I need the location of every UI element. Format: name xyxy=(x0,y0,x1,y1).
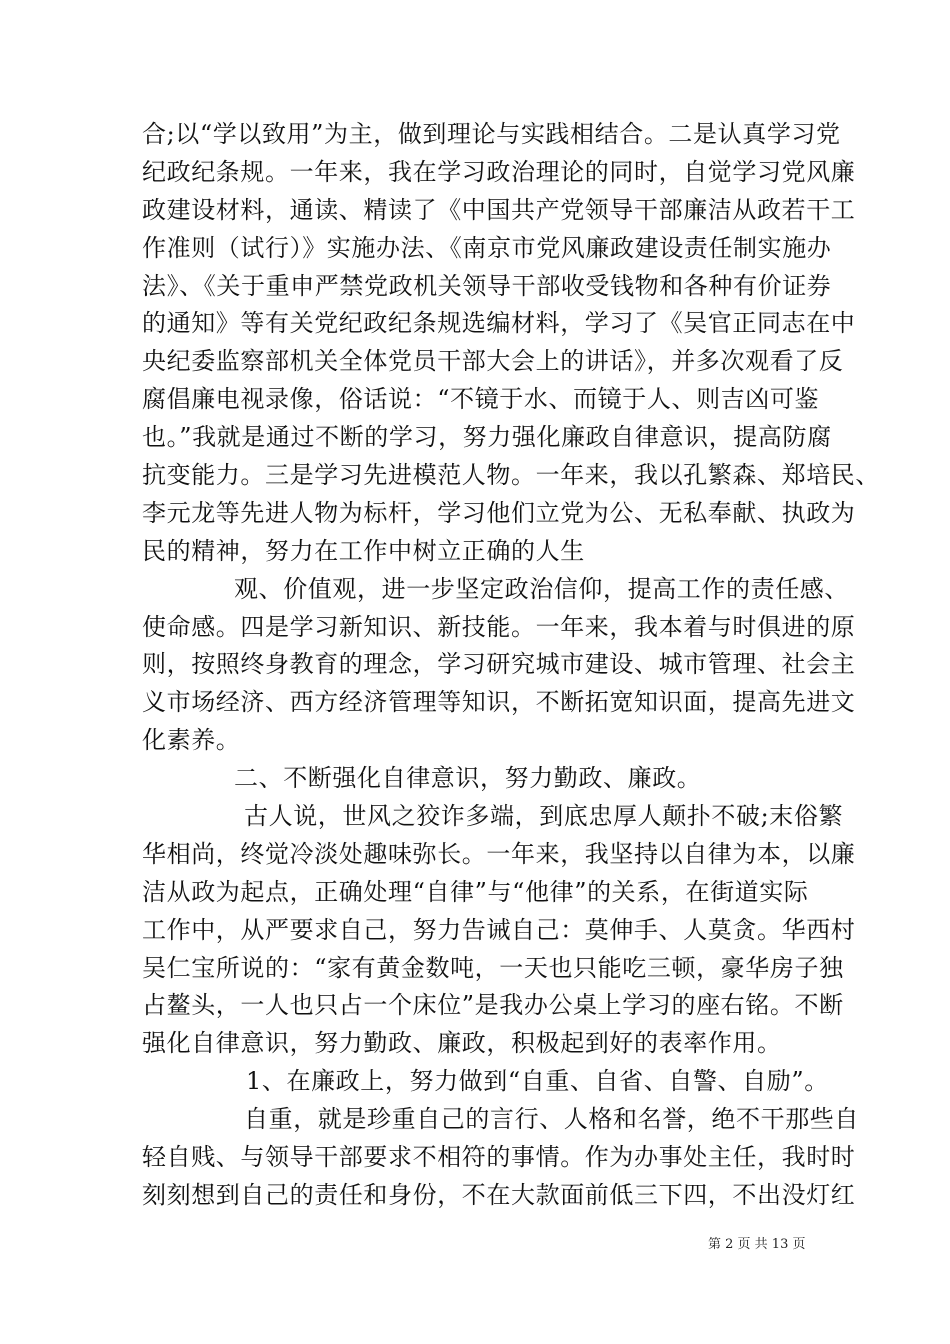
text-line: 抗变能力。三是学习先进模范人物。一年来，我以孔繁森、郑培民、 xyxy=(142,461,880,490)
text-line: 作准则（试行）》实施办法、《南京市党风廉政建设责任制实施办 xyxy=(142,233,832,262)
text-line: 轻自贱、与领导干部要求不相符的事情。作为办事处主任，我时时 xyxy=(142,1143,856,1172)
text-line: 也。”我就是通过不断的学习，努力强化廉政自律意识，提高防腐 xyxy=(142,423,832,452)
subsection-heading: 1、在廉政上，努力做到“自重、自省、自警、自励”。 xyxy=(246,1067,829,1096)
text-line: 合;以“学以致用”为主，做到理论与实践相结合。二是认真学习党 xyxy=(142,120,841,148)
section-heading: 二、不断强化自律意识，努力勤政、廉政。 xyxy=(234,764,702,793)
text-line: 工作中，从严要求自己，努力告诫自己：莫伸手、人莫贪。华西村 xyxy=(142,915,856,944)
text-line: 义市场经济、西方经济管理等知识，不断拓宽知识面，提高先进文 xyxy=(142,688,856,717)
text-line: 使命感。四是学习新知识、新技能。一年来，我本着与时俱进的原 xyxy=(142,612,856,641)
text-line: 吴仁宝所说的：“家有黄金数吨，一天也只能吃三顿，豪华房子独 xyxy=(142,953,844,982)
text-line: 法》、《关于重申严禁党政机关领导干部收受钱物和各种有价证券 xyxy=(142,271,832,300)
text-line: 强化自律意识，努力勤政、廉政，积极起到好的表率作用。 xyxy=(142,1029,782,1058)
paragraph-start-line: 自重，就是珍重自己的言行、人格和名誉，绝不干那些自 xyxy=(244,1105,859,1134)
page-number-footer: 第 2 页 共 13 页 xyxy=(708,1237,806,1252)
text-line: 民的精神，努力在工作中树立正确的人生 xyxy=(142,536,585,565)
text-line: 化素养。 xyxy=(142,726,241,755)
paragraph-start-line: 观、价值观，进一步坚定政治信仰，提高工作的责任感、 xyxy=(234,574,849,603)
text-line: 洁从政为起点，正确处理“自律”与“他律”的关系，在街道实际 xyxy=(142,877,809,906)
text-line: 腐倡廉电视录像，俗话说：“不镜于水、而镜于人、则吉凶可鉴 xyxy=(142,385,820,414)
text-line: 纪政纪条规。一年来，我在学习政治理论的同时，自觉学习党风廉 xyxy=(142,157,856,186)
text-line: 的通知》等有关党纪政纪条规选编材料，学习了《吴官正同志在中 xyxy=(142,309,856,338)
text-line: 政建设材料，通读、精读了《中国共产党领导干部廉洁从政若干工 xyxy=(142,195,856,224)
text-line: 央纪委监察部机关全体党员干部大会上的讲话》，并多次观看了反 xyxy=(142,347,844,376)
text-line: 刻刻想到自己的责任和身份，不在大款面前低三下四，不出没灯红 xyxy=(142,1180,856,1209)
document-body xyxy=(142,116,880,1215)
paragraph-start-line: 古人说，世风之狡诈多端，到底忠厚人颠扑不破;末俗繁 xyxy=(244,802,844,831)
text-line: 占鳌头，一人也只占一个床位”是我办公桌上学习的座右铭。不断 xyxy=(142,991,844,1020)
text-line: 华相尚，终觉冷淡处趣味弥长。一年来，我坚持以自律为本，以廉 xyxy=(142,839,856,868)
text-line: 则，按照终身教育的理念，学习研究城市建设、城市管理、社会主 xyxy=(142,650,856,679)
text-line: 李元龙等先进人物为标杆，学习他们立党为公、无私奉献、执政为 xyxy=(142,498,856,527)
